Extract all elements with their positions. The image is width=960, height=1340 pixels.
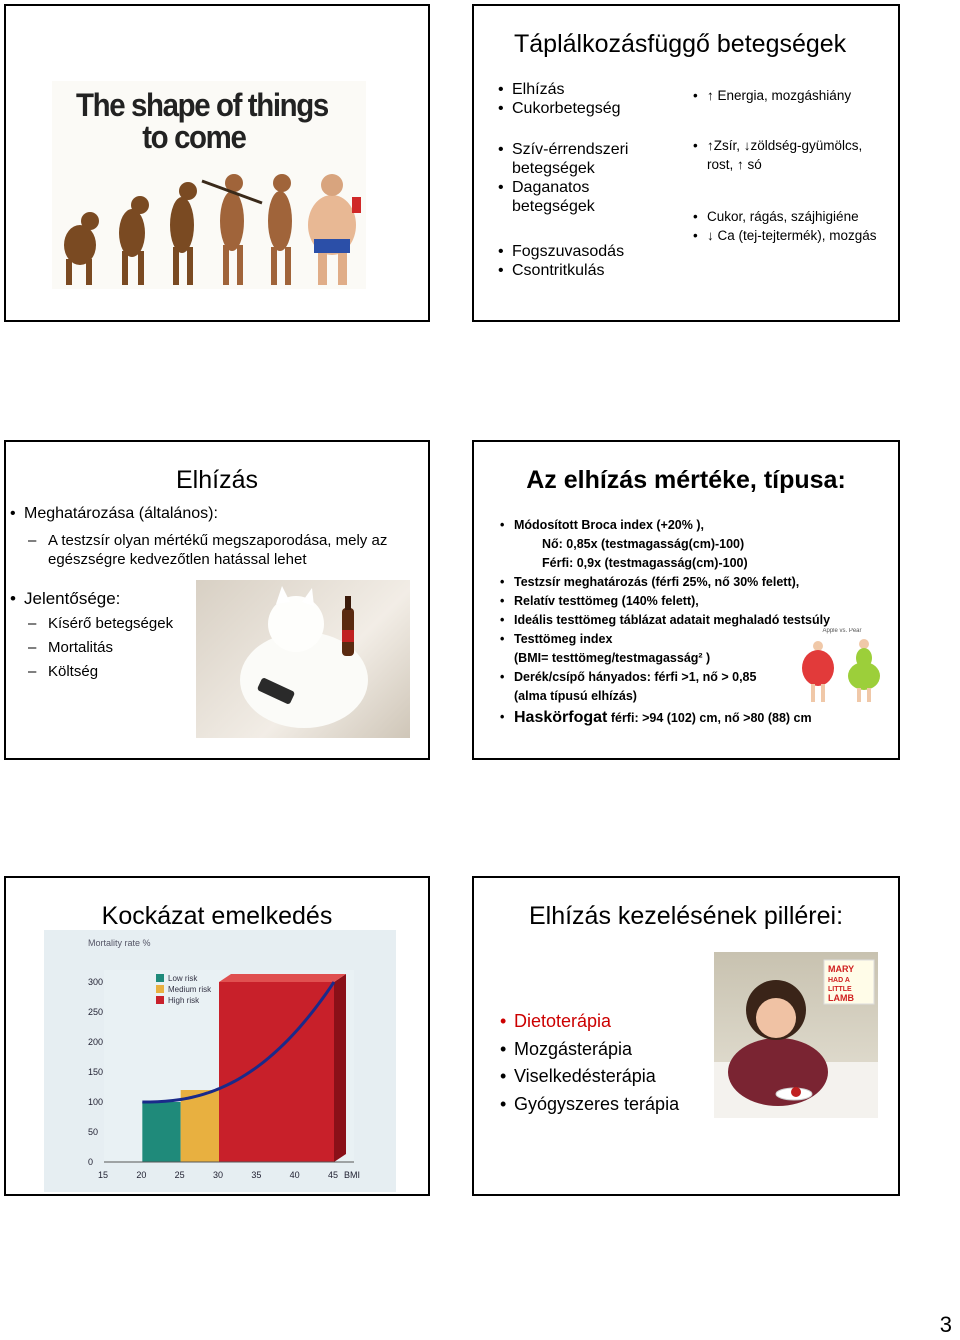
- legend-label: High risk: [168, 996, 200, 1005]
- mortality-chart-svg: [44, 930, 396, 1192]
- disease-item: • Szív-érrendszeri betegségek: [498, 140, 670, 178]
- x-tick-label: 20: [136, 1170, 147, 1180]
- apple-pear-label: Apple vs. Pear: [822, 628, 862, 634]
- measure-item: • Relatív testtömeg (140% felett),: [500, 592, 896, 611]
- diseases-list: [498, 78, 670, 280]
- x-tick-label: 35: [251, 1170, 262, 1180]
- bar-high-risk-side: [334, 974, 346, 1162]
- treatment-item: • Mozgásterápia: [500, 1036, 679, 1064]
- significance-item: – Költség: [28, 660, 420, 684]
- significance-heading: • Jelentősége:: [10, 589, 420, 608]
- slide-title: Kockázat emelkedés: [101, 902, 333, 930]
- image-caption-line1: The shape of things: [76, 87, 328, 123]
- y-tick-label: 300: [88, 977, 104, 987]
- measure-item: • Ideális testtömeg táblázat adatait meghaladó testsúly: [500, 611, 896, 630]
- waist-label: Haskörfogat: [514, 709, 608, 726]
- treatment-item: • Viselkedésterápia: [500, 1063, 679, 1091]
- x-tick-label: 15: [98, 1170, 109, 1180]
- svg-text:HAD A: HAD A: [828, 977, 850, 984]
- svg-text:MARY: MARY: [828, 964, 855, 974]
- image-caption-line2: to come: [142, 119, 246, 155]
- legend-label: Medium risk: [168, 985, 212, 994]
- disease-item: • Csontritkulás: [498, 261, 670, 280]
- svg-text:LITTLE: LITTLE: [828, 986, 852, 993]
- causes-list: [693, 86, 889, 245]
- cause-item: • ↑ Energia, mozgáshiány: [693, 86, 889, 105]
- measure-sub-text: Férfi: 0,9x (testmagasság(cm)-100): [542, 556, 748, 570]
- x-tick-label: 45: [328, 1170, 339, 1180]
- y-tick-label: 100: [88, 1097, 104, 1107]
- significance-item: – Mortalitás: [28, 636, 420, 660]
- y-tick-label: 50: [88, 1127, 99, 1137]
- measure-sub: [500, 554, 896, 573]
- y-tick-label: 150: [88, 1067, 104, 1077]
- page-number: 3: [939, 1312, 952, 1337]
- disease-item: • Elhízás: [498, 80, 670, 99]
- measure-sub-text: Nő: 0,85x (testmagasság(cm)-100): [542, 537, 745, 551]
- measure-item: • Testzsír meghatározás (férfi 25%, nő 30% felett),: [500, 573, 896, 592]
- treatment-list: [500, 1008, 679, 1118]
- measure-item: • Derék/csípő hányados: férfi >1, nő > 0,85: [500, 668, 896, 687]
- y-tick-label: 0: [88, 1157, 94, 1167]
- disease-item: • Cukorbetegség: [498, 99, 670, 118]
- slide-title: Az elhízás mértéke, típusa:: [526, 466, 846, 494]
- measure-item: • Testtömeg index: [500, 630, 896, 649]
- x-tick-label: 30: [213, 1170, 224, 1180]
- slide1-heading: Táplálkozásfüggő betegségek: [514, 30, 847, 58]
- bar-low-risk: [142, 1102, 180, 1162]
- evolution-figures-icon: [52, 163, 366, 289]
- legend-swatch: [156, 985, 164, 993]
- bar-high-risk-body: [219, 982, 334, 1162]
- legend-swatch: [156, 996, 164, 1004]
- fat-cat-photo: [196, 580, 410, 738]
- slide-title: Elhízás: [176, 466, 258, 494]
- woman-photo: [714, 952, 878, 1118]
- slide-1: [4, 4, 430, 322]
- definition-heading: • Meghatározása (általános):: [10, 504, 420, 523]
- bar-high-risk-top: [219, 974, 346, 982]
- cause-item: • ↓ Ca (tej-tejtermék), mozgás: [693, 226, 889, 245]
- mortality-chart: [44, 930, 396, 1192]
- slide-obesity-measures: [472, 440, 900, 760]
- slide-risk: [4, 876, 430, 1196]
- legend-swatch: [156, 974, 164, 982]
- slide-title: Elhízás kezelésének pillérei:: [528, 902, 844, 930]
- y-tick-label: 200: [88, 1037, 104, 1047]
- treatment-item: • Gyógyszeres terápia: [500, 1091, 679, 1119]
- cause-item: • Cukor, rágás, szájhigiéne: [693, 207, 889, 226]
- measure-item: [500, 708, 896, 728]
- cause-item: • ↑Zsír, ↓zöldség-gyümölcs, rost, ↑ só: [693, 136, 889, 174]
- legend-label: Low risk: [168, 974, 198, 983]
- chart-title: Mortality rate %: [88, 938, 151, 948]
- waist-text: férfi: >94 (102) cm, nő >80 (88) cm: [607, 711, 812, 725]
- x-axis-label: BMI: [344, 1170, 361, 1180]
- bar-medium-risk: [181, 1090, 219, 1162]
- measure-item: • Módosított Broca index (+20% ),: [500, 516, 896, 535]
- x-tick-label: 25: [174, 1170, 185, 1180]
- disease-item: • Daganatos betegségek: [498, 178, 670, 216]
- slide-treatment: [472, 876, 900, 1196]
- measure-sub: [500, 535, 896, 554]
- measure-sub-text: (BMI= testtömeg/testmagasság² ): [514, 651, 711, 665]
- evolution-image: [52, 81, 366, 289]
- apple-pear-image: [796, 628, 888, 708]
- significance-item: – Kísérő betegségek: [28, 612, 420, 636]
- x-tick-label: 40: [289, 1170, 300, 1180]
- y-tick-label: 250: [88, 1007, 104, 1017]
- definition-text: – A testzsír olyan mértékű megszaporodása, mely az egészségre kedvezőtlen hatással lehet: [28, 531, 420, 569]
- disease-item: • Fogszuvasodás: [498, 242, 670, 261]
- svg-text:LAMB: LAMB: [828, 993, 854, 1003]
- slide-elhizas: [4, 440, 430, 760]
- measure-sub-text: (alma típusú elhízás): [514, 689, 637, 703]
- treatment-item: • Dietoterápia: [500, 1008, 679, 1036]
